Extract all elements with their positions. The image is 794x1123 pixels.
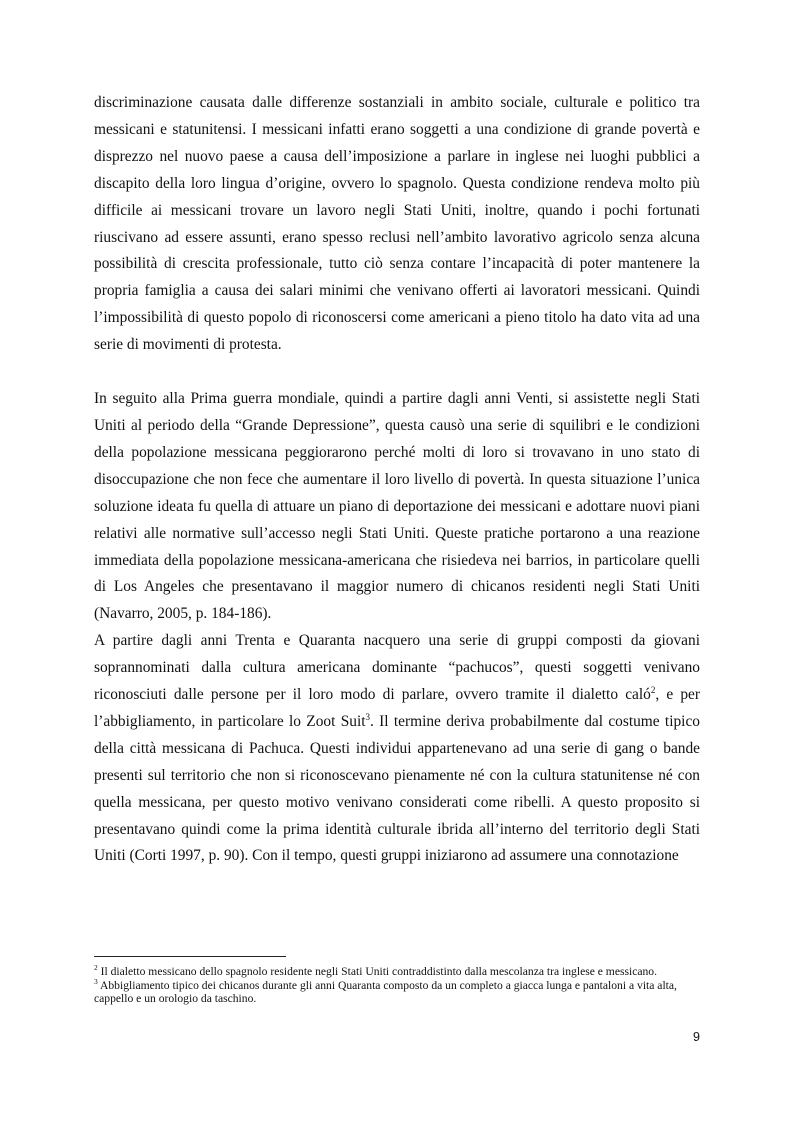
footnote-2 <box>94 965 704 979</box>
paragraph-2: In seguito alla Prima guerra mondiale, quindi a partire dagli anni Venti, si assistette negli Stati Uniti al periodo della “Grande Depressione”, questa causò una serie di squilibri e le condizioni della popolazione messicana peggiorarono perché molti di loro si trovavano in uno stato di disoccupazione che non fece che aumentare il loro livello di povertà. In questa situazione l’unica soluzione ideata fu quella di attuare un piano di deportazione dei messicani e adottare nuovi piani relativi alle normative sull’accesso negli Stati Uniti. Queste pratiche portarono a una reazione immediata della popolazione messicana-americana che risiedeva nei barrios, in particolare quelli di Los Angeles che presentavano il maggior numero di chicanos residenti negli Stati Uniti (Navarro, 2005, p. 184-186). <box>94 390 700 623</box>
footnote-separator <box>94 956 286 957</box>
footnote-ref-2[interactable]: 2 <box>650 684 656 695</box>
body-text <box>94 90 700 870</box>
footnote-ref-3[interactable]: 3 <box>365 711 370 722</box>
paragraph-gap <box>94 359 700 386</box>
paragraph-1: discriminazione causata dalle differenze sostanziali in ambito sociale, culturale e politico tra messicani e statunitensi. I messicani infatti erano soggetti a una condizione di grande povertà e disprezzo nel nuovo paese a causa dell’imposizione a parlare in inglese nei luoghi pubblici a discapito della loro lingua d’origine, ovvero lo spagnolo. Questa condizione rendeva molto più difficile ai messicani trovare un lavoro negli Stati Uniti, inoltre, quando i pochi fortunati riuscivano ad essere assunti, erano spesso reclusi nell’ambito lavorativo agricolo senza alcuna possibilità di crescita professionale, tutto ciò senza contare l’incapacità di poter mantenere la propria famiglia a causa dei salari minimi che venivano offerti ai lavoratori messicani. Quindi l’impossibilità di questo popolo di riconoscersi come americani a pieno titolo ha dato vita ad una serie di movimenti di protesta. <box>94 94 700 354</box>
footnote-number: 2 <box>94 963 98 973</box>
footnote-text: Il dialetto messicano dello spagnolo residente negli Stati Uniti contraddistinto dalla mescolanza tra inglese e messicano. <box>100 965 658 978</box>
footnote-3 <box>94 976 704 1006</box>
paragraph-3 <box>94 628 700 870</box>
paragraph-3-part-2: , e per l’abbigliamento, in particolare lo Zoot Suit <box>94 686 700 730</box>
footnote-text: Abbigliamento tipico dei chicanos durante gli anni Quaranta composto da un completo a giacca lunga e pantaloni a vita alta, cappello e un orologio da taschino. <box>94 978 677 1006</box>
page-number: 9 <box>693 1030 700 1044</box>
paragraph-3-part-3: . Il termine deriva probabilmente dal costume tipico della città messicana di Pachuca. Questi individui appartenevano ad una serie di gang o bande presenti sul territorio che non si riconoscevano pienamente né con la cultura statunitense né con quella messicana, per questo motivo venivano considerati come ribelli. A questo proposito si presentavano quindi come la prima identità culturale ibrida all’interno del territorio degli Stati Uniti (Corti 1997, p. 90). Con il tempo, questi gruppi iniziarono ad assumere una connotazione <box>94 712 700 865</box>
paragraph-3-part-1: A partire dagli anni Trenta e Quaranta nacquero una serie di gruppi composti da giovani soprannominati dalla cultura americana dominante “pachucos”, questi soggetti venivano riconosciuti dalle persone per il loro modo di parlare, ovvero tramite il dialetto caló <box>94 632 700 704</box>
footnotes <box>94 965 704 1006</box>
footnote-number: 3 <box>94 976 98 986</box>
